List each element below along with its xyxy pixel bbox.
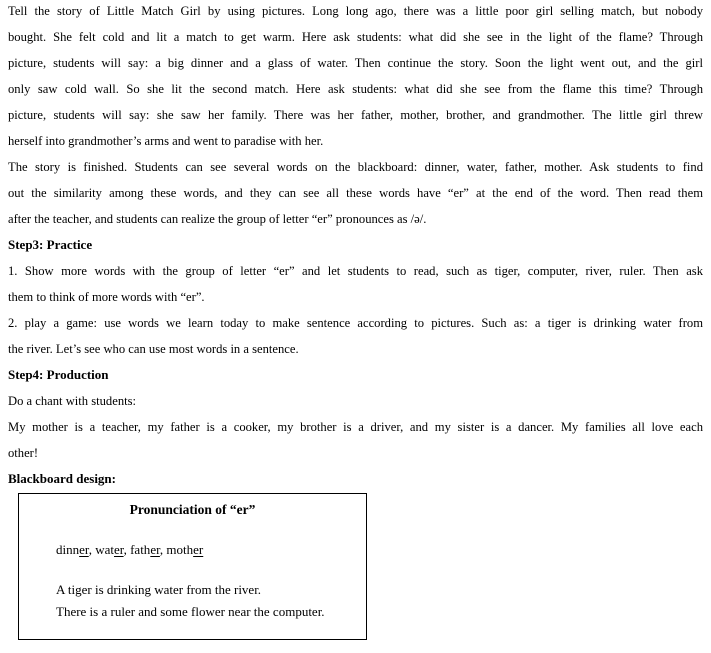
underlined-er-segment: er	[114, 542, 124, 557]
text-line: only saw cold wall. So she lit the second match. Here ask students: what did she see from the flame this time? Through	[8, 82, 703, 96]
blackboard-words-line	[56, 542, 366, 558]
word-segment: dinn	[56, 542, 80, 557]
text-line: bought. She felt cold and lit a match to get warm. Here ask students: what did she see in the light of the flame? Through	[8, 30, 703, 44]
text-line: after the teacher, and students can realize the group of letter “er” pronounces as /ə/.	[8, 212, 427, 226]
text-line: the river. Let’s see who can use most words in a sentence.	[8, 342, 299, 356]
blackboard-title: Pronunciation of “er”	[129, 502, 256, 517]
text-line: My mother is a teacher, my father is a cooker, my brother is a driver, and my sister is a dancer. My families all love each	[8, 420, 703, 434]
text-line: herself into grandmother’s arms and went to paradise with her.	[8, 134, 324, 148]
text-line: 2. play a game: use words we learn today to make sentence according to pictures. Such as: a tiger is drinking water from	[8, 316, 703, 330]
underlined-er-segment: er	[150, 542, 160, 557]
blackboard-design-box	[18, 493, 367, 640]
text-line: out the similarity among these words, and they can see all these words have “er” at the end of the word. Then read them	[8, 186, 703, 200]
text-line: 1. Show more words with the group of letter “er” and let students to read, such as tiger, computer, river, ruler. Then ask	[8, 264, 703, 278]
text-line: Tell the story of Little Match Girl by using pictures. Long long ago, there was a little poor girl selling match, but nobody	[8, 4, 703, 18]
lesson-plan-text	[8, 0, 703, 492]
blackboard-sentence: There is a ruler and some flower near the computer.	[56, 604, 325, 619]
word-segment: , fath	[123, 542, 151, 557]
blackboard-sentence: A tiger is drinking water from the river.	[56, 582, 262, 597]
heading-line: Blackboard design:	[8, 471, 116, 486]
word-segment: , wat	[88, 542, 114, 557]
text-line: other!	[8, 446, 39, 460]
text-line: Do a chant with students:	[8, 394, 137, 408]
underlined-er-segment: er	[79, 542, 89, 557]
underlined-er-segment: er	[193, 542, 204, 557]
heading-line: Step3: Practice	[8, 237, 93, 252]
text-line: them to think of more words with “er”.	[8, 290, 205, 304]
word-segment: , moth	[159, 542, 194, 557]
text-line: picture, students will say: she saw her family. There was her father, mother, brother, and grandmother. The little girl threw	[8, 108, 703, 122]
blackboard-sentences	[56, 579, 366, 623]
text-line: picture, students will say: a big dinner and a glass of water. Then continue the story. Soon the light went out, and the girl	[8, 56, 703, 70]
text-line: The story is finished. Students can see several words on the blackboard: dinner, water, father, mother. Ask students to find	[8, 160, 703, 174]
heading-line: Step4: Production	[8, 367, 109, 382]
